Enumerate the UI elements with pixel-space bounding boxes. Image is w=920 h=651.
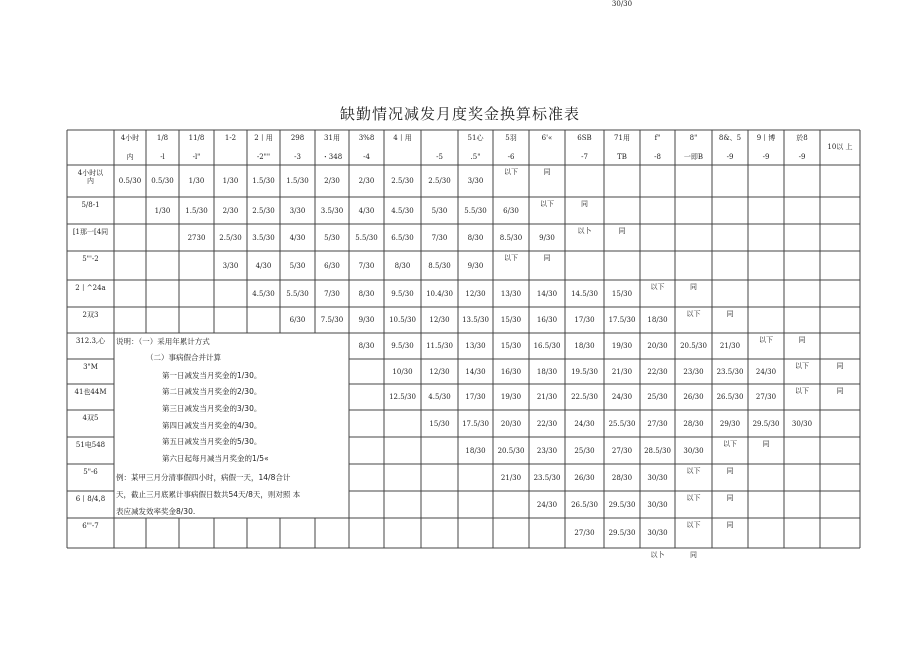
header-cell-top: 8" (689, 134, 698, 142)
table-cell: 28/30 (683, 420, 704, 428)
table-cell: 10.5/30 (389, 316, 416, 324)
table-cell: 2/30 (324, 177, 340, 185)
table-cell: 13/30 (465, 342, 486, 350)
cell-note: 以卜 (577, 227, 592, 235)
table-cell: 4/30 (255, 262, 272, 270)
header-cell-bottom: -8 (654, 153, 661, 161)
table-cell: 22/30 (647, 368, 668, 376)
table-cell: 29.5/30 (608, 529, 636, 537)
table-cell: 8/30 (467, 234, 484, 242)
table-cell: 20.5/30 (497, 447, 525, 455)
header-cell-bottom: -3 (294, 153, 301, 161)
table-cell: 30/30 (683, 447, 704, 455)
header-cell-bottom: TB (617, 153, 627, 161)
table-cell: 23/30 (683, 368, 704, 376)
table-cell: 20.5/30 (680, 342, 707, 350)
table-cell: 4/30 (289, 234, 306, 242)
row-label: 2双3 (82, 311, 99, 319)
table-cell: 5/30 (289, 262, 306, 270)
table-cell: 5.5/30 (286, 290, 309, 298)
note-line: 例：某甲三月分清事假四小时，病假一天，14/8合计 (116, 473, 291, 482)
cell-note: 以下 (504, 254, 518, 262)
cell-note: 以下 (795, 387, 809, 395)
note-line: 第三日减发当月奖金的3/30。 (162, 404, 262, 413)
cell-note: 以下 (759, 336, 773, 344)
table-cell: 26/30 (574, 474, 595, 482)
header-cell-bottom: -2"" (256, 153, 271, 161)
table-cell: 14/30 (465, 368, 486, 376)
cell-note: 同 (543, 168, 551, 176)
table-cell: 24/30 (536, 501, 558, 509)
table-cell: 2/30 (222, 207, 239, 215)
note-line: （二）事病假合并计算 (146, 353, 221, 362)
table-cell: 17.5/30 (608, 316, 636, 324)
header-cell-bottom: -9 (798, 153, 806, 161)
table-cell: 24/30 (755, 368, 777, 376)
table-cell: 13/30 (500, 290, 522, 298)
table-cell: 19/30 (611, 342, 633, 350)
table-cell: 1/30 (222, 177, 239, 185)
table-cell: 2/30 (358, 177, 375, 185)
table-cell: 3.5/30 (320, 207, 344, 215)
note-line: 第六日起每月减当月奖金的1/5« (162, 454, 269, 463)
table-cell: 8/30 (358, 290, 375, 298)
note-line: 第四日减发当月奖金的4/30。 (162, 421, 262, 430)
table-cell: 6.5/30 (391, 234, 414, 242)
header-cell-top: f" (654, 134, 661, 142)
table-cell: 25/30 (647, 393, 668, 401)
table-cell: 4.5/30 (391, 207, 414, 215)
table-cell: 30/30 (791, 420, 813, 428)
cell-note: 同 (690, 551, 697, 559)
table-cell: 17.5/30 (462, 420, 489, 428)
table-cell: 22.5/30 (571, 393, 598, 401)
table-cell: 26.5/30 (571, 501, 598, 509)
table-cell: 5.5/30 (464, 207, 487, 215)
header-cell-top: 6SB (577, 134, 592, 142)
table-cell: 9.5/30 (391, 342, 414, 350)
table-cell: 1.5/30 (185, 207, 208, 215)
header-cell-top: 4丨用 (393, 134, 412, 142)
table-cell: 26.5/30 (716, 393, 744, 401)
header-cell-bottom: -l (160, 153, 165, 161)
note-line: 说明：（一）采用年累计方式 (116, 337, 210, 346)
table-cell: 12/30 (429, 368, 450, 376)
table-cell: 8.5/30 (428, 262, 451, 270)
table-cell: 27/30 (755, 393, 777, 401)
table-cell: 0.5/30 (151, 177, 174, 185)
table-cell: 18/30 (647, 316, 668, 324)
row-label: 3"M (83, 363, 98, 371)
cell-note: 同 (836, 387, 844, 395)
table-cell: 8/30 (358, 342, 375, 350)
header-cell-top: 1/8 (156, 134, 169, 142)
note-line: 表应减发效率奖金8/30. (116, 507, 196, 516)
table-cell: 6/30 (503, 207, 519, 215)
cell-note: 同 (726, 310, 734, 318)
table-cell: 2.5/30 (391, 177, 414, 185)
table-cell: 27/30 (611, 447, 633, 455)
note-line: 天，截止三月底累计事病假日数共54天/8天，则对照 本 (116, 490, 301, 499)
table-cell: 30/30 (647, 474, 668, 482)
note-line: 第二日减发当月奖金的2/30。 (162, 387, 262, 396)
cell-note: 同 (726, 467, 734, 475)
header-cell-bottom: -7 (581, 153, 588, 161)
header-cell-bottom: -4 (363, 153, 370, 161)
table-cell: 23.5/30 (716, 368, 744, 376)
table-cell: 5.5/30 (355, 234, 378, 242)
note-line: 第五日减发当月奖金的5/30。 (162, 437, 262, 446)
table-cell: 30/30 (611, 0, 633, 8)
cell-note: 同 (581, 200, 588, 208)
row-label: [1那一[4同 (72, 228, 109, 236)
cell-note: 同 (690, 283, 697, 291)
row-label: 2丨^24a (75, 284, 106, 292)
table-cell: 4/30 (358, 207, 375, 215)
cell-note: 以下 (723, 440, 737, 448)
cell-note: 同 (543, 254, 551, 262)
table-cell: 7.5/30 (320, 316, 344, 324)
table-cell: 3/30 (289, 207, 306, 215)
header-cell-bottom: 内 (126, 153, 134, 161)
table-cell: 2730 (187, 234, 206, 242)
cell-note: 以下 (540, 200, 554, 208)
table-cell: 30/30 (647, 501, 668, 509)
table-cell: 1.5/30 (252, 177, 275, 185)
table-cell: 16/30 (500, 368, 522, 376)
row-label: 4双5 (82, 414, 99, 422)
table-cell: 25.5/30 (608, 420, 636, 428)
row-label: 6丨8/4,8 (75, 495, 106, 503)
cell-note: 以下 (504, 168, 518, 176)
header-cell-bottom: ・348 (321, 153, 343, 161)
row-label: 5"'-2 (82, 255, 99, 263)
table-cell: 29.5/30 (752, 420, 780, 428)
header-cell-bottom: -6 (507, 153, 515, 161)
table-cell: 11.5/30 (426, 342, 453, 350)
row-label: 6"'-7 (82, 522, 99, 530)
table-cell: 6/30 (289, 316, 306, 324)
table-cell: 29.5/30 (608, 501, 636, 509)
table-cell: 19.5/30 (571, 368, 598, 376)
cell-note: 以卜 (650, 551, 665, 559)
table-cell: 1/30 (154, 207, 171, 215)
header-cell-top: 9丨博 (756, 134, 776, 142)
table-cell: 21/30 (719, 342, 741, 350)
table-cell: 8.5/30 (499, 234, 523, 242)
table-cell: 8/30 (394, 262, 411, 270)
header-cell-top: 5羽 (505, 134, 517, 142)
table-cell: 20/30 (647, 342, 668, 350)
header-cell-bottom: -9 (726, 153, 734, 161)
table-cell: 15/30 (611, 290, 633, 298)
table-cell: 17/30 (465, 393, 486, 401)
table-cell: 30/30 (647, 529, 668, 537)
cell-note: 以下 (686, 467, 701, 475)
row-label: 41也44M (74, 388, 107, 396)
cell-note: 同 (798, 336, 806, 344)
table-cell: 18/30 (536, 368, 558, 376)
header-cell-bottom: -9 (762, 153, 770, 161)
table-cell: 5/30 (324, 234, 340, 242)
table-cell: 9/30 (539, 234, 555, 242)
table-cell: 12/30 (429, 316, 450, 324)
header-cell-bottom: -l" (192, 153, 201, 161)
header-cell-top: 4小时 (120, 134, 140, 142)
table-cell: 2.5/30 (219, 234, 242, 242)
table-cell: 15/30 (429, 420, 450, 428)
table-cell: 3.5/30 (252, 234, 275, 242)
cell-note: 同 (836, 362, 844, 370)
table-cell: 15/30 (500, 316, 522, 324)
row-label: 5/8-1 (81, 201, 100, 209)
header-cell-top: 1-2 (224, 134, 237, 142)
table-cell: 3/30 (222, 262, 239, 270)
table-cell: 4.5/30 (252, 290, 275, 298)
header-cell-top: 6'« (541, 134, 553, 142)
header-cell-bottom: .5" (470, 153, 481, 161)
table-cell: 1.5/30 (286, 177, 309, 185)
table-cell: 12.5/30 (389, 393, 416, 401)
cell-note: 以下 (795, 362, 809, 370)
table-cell: 21/30 (611, 368, 633, 376)
header-cell-top: 11/8 (188, 134, 205, 142)
table-cell: 25/30 (574, 447, 595, 455)
table-cell: 7/30 (358, 262, 375, 270)
header-cell-top: 51心 (467, 134, 484, 142)
table-cell: 9.5/30 (391, 290, 414, 298)
header-cell: 10以 上 (827, 143, 853, 151)
header-cell-top: 2丨用 (254, 134, 273, 142)
table-cell: 20/30 (500, 420, 522, 428)
table-cell: 10/30 (392, 368, 413, 376)
table-cell: 4.5/30 (428, 393, 451, 401)
page-title: 缺勤情况减发月度奖金换算标准表 (339, 105, 580, 123)
table-cell: 2.5/30 (428, 177, 451, 185)
row-label: 51电548 (75, 441, 106, 449)
table-cell: 28.5/30 (644, 447, 671, 455)
table-cell: 6/30 (324, 262, 340, 270)
table-cell: 3/30 (467, 177, 484, 185)
table-cell: 7/30 (431, 234, 448, 242)
header-cell-top: 71用 (614, 134, 630, 142)
cell-note: 同 (618, 227, 626, 235)
table-cell: 14/30 (536, 290, 558, 298)
cell-note: 以下 (686, 310, 701, 318)
row-label: 312.3,心 (75, 337, 106, 345)
table-cell: 26/30 (683, 393, 704, 401)
table-cell: 5/30 (431, 207, 448, 215)
table-cell: 23.5/30 (533, 474, 561, 482)
table-cell: 9/30 (358, 316, 375, 324)
cell-note: 以下 (686, 521, 701, 529)
header-cell-top: 298 (290, 134, 305, 142)
cell-note: 同 (726, 494, 734, 502)
table-cell: 29/30 (719, 420, 741, 428)
table-cell: 7/30 (324, 290, 340, 298)
table-cell: 21/30 (536, 393, 558, 401)
table-cell: 10.4/30 (426, 290, 453, 298)
table-cell: 14.5/30 (571, 290, 598, 298)
header-cell-bottom: -5 (436, 153, 443, 161)
cell-note: 以下 (686, 494, 701, 502)
table-cell: 28/30 (611, 474, 633, 482)
header-cell-top: 於8 (796, 134, 808, 142)
cell-note: 以下 (650, 283, 665, 291)
table-cell: 2.5/30 (252, 207, 275, 215)
table-cell: 19/30 (500, 393, 522, 401)
note-line: 第一日减发当月奖金的1/30。 (162, 371, 262, 380)
row-label: 4小时以 内 (77, 169, 104, 185)
table-cell: 15/30 (500, 342, 522, 350)
table-cell: 0.5/30 (118, 177, 142, 185)
table-cell: 27/30 (647, 420, 668, 428)
table-cell: 16/30 (536, 316, 558, 324)
header-cell-top: 31用 (324, 134, 340, 142)
cell-note: 同 (726, 521, 734, 529)
table-cell: 24/30 (574, 420, 595, 428)
table-cell: 18/30 (465, 447, 486, 455)
row-label: 5"-6 (83, 468, 98, 476)
table-cell: 27/30 (574, 529, 595, 537)
table-cell: 17/30 (574, 316, 595, 324)
cell-note: 同 (762, 440, 770, 448)
table-cell: 1/30 (188, 177, 205, 185)
table-cell: 22/30 (536, 420, 558, 428)
table-cell: 21/30 (500, 474, 522, 482)
table-cell: 24/30 (611, 393, 633, 401)
table-cell: 12/30 (465, 290, 486, 298)
table-cell: 18/30 (574, 342, 595, 350)
header-cell-bottom: 一即B (683, 153, 704, 161)
table-cell: 9/30 (467, 262, 484, 270)
table-cell: 16.5/30 (533, 342, 561, 350)
table-cell: 13.5/30 (462, 316, 489, 324)
header-cell-top: 8&、5 (718, 134, 742, 142)
table-cell: 23/30 (536, 447, 558, 455)
header-cell-top: 3%8 (358, 134, 375, 142)
